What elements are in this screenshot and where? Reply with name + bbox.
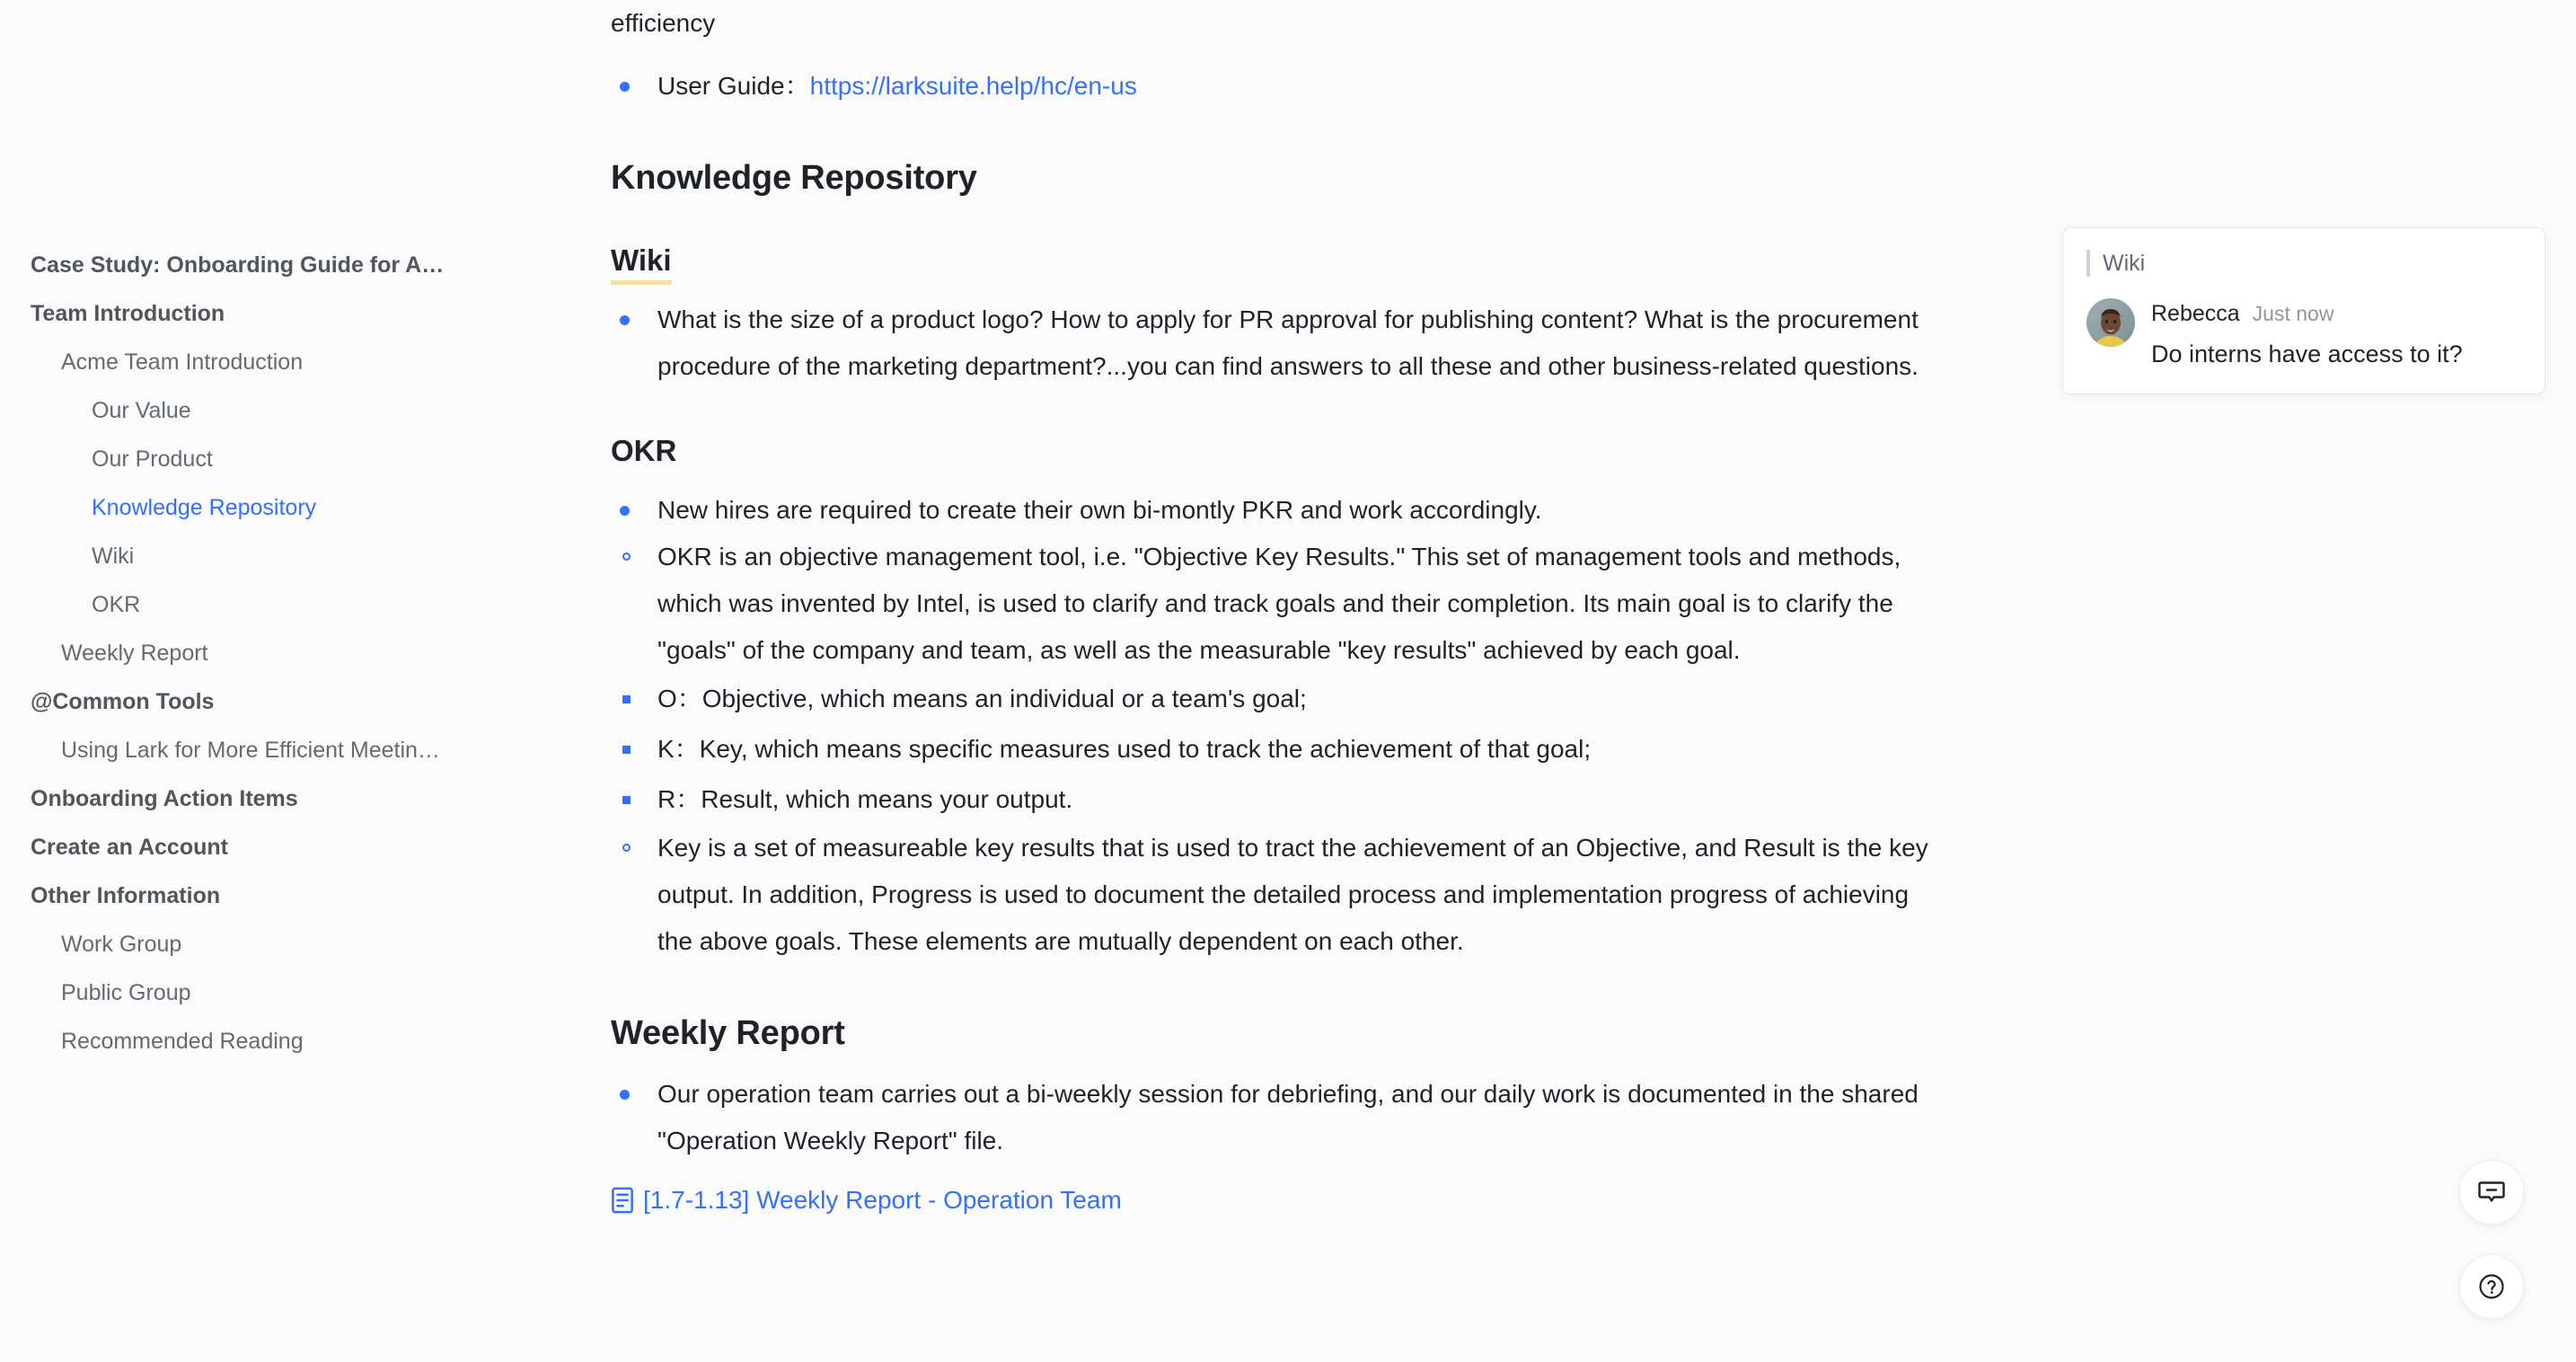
- outline-item-common-tools[interactable]: @Common Tools: [31, 689, 215, 714]
- comment-timestamp: Just now: [2252, 302, 2334, 325]
- heading-okr[interactable]: OKR: [611, 434, 677, 467]
- question-mark-circle-icon: [2476, 1271, 2507, 1302]
- outline-item-wiki[interactable]: Wiki: [92, 544, 135, 569]
- bullet-dot-icon: [620, 1090, 630, 1100]
- bullet-dot-icon: [620, 82, 630, 92]
- okr-list: [611, 487, 1940, 534]
- okr-sublist: [611, 534, 1940, 674]
- outline-item-other-information[interactable]: Other Information: [31, 883, 221, 908]
- okr-bullet-1-text: New hires are required to create their own bi-montly PKR and work accordingly.: [657, 496, 1542, 524]
- list-item: [611, 774, 1940, 825]
- outline-item-our-product[interactable]: Our Product: [92, 447, 213, 472]
- document-outline-sidebar: [0, 0, 575, 1362]
- list-item: [611, 534, 1940, 674]
- outline-item-okr[interactable]: OKR: [92, 592, 141, 617]
- outline-item-onboarding-action-items[interactable]: Onboarding Action Items: [31, 786, 298, 811]
- bullet-square-icon: [622, 746, 631, 754]
- list-item: [611, 63, 1940, 110]
- wiki-bullet-text: What is the size of a product logo? How to apply for PR approval for publishing content? What is the procurement procedure of the marketing department?...you can find answers to all these and other business-related questions.: [657, 305, 1919, 380]
- bullet-square-icon: [622, 796, 631, 804]
- list-item: [611, 825, 1940, 965]
- document-content-area: [575, 0, 2012, 1362]
- comment-row: [2086, 298, 2521, 370]
- outline-item-public-group[interactable]: Public Group: [61, 980, 191, 1005]
- wiki-list: [611, 296, 1940, 390]
- weekly-report-file-link[interactable]: [611, 1177, 1940, 1224]
- bullet-circle-icon: [622, 844, 631, 852]
- outline-item-list: [0, 241, 575, 1066]
- list-item: [611, 674, 1940, 724]
- user-guide-link[interactable]: https://larksuite.help/hc/en-us: [809, 72, 1137, 100]
- bullet-square-icon: [622, 695, 631, 703]
- list-item: [611, 724, 1940, 774]
- avatar-photo: [2086, 298, 2135, 347]
- outline-item-create-an-account[interactable]: Create an Account: [31, 835, 228, 860]
- page-title-knowledge-repository: Knowledge Repository: [611, 159, 977, 197]
- okr-definition-objective: O：Objective, which means an individual or a team's goal;: [657, 685, 1307, 712]
- user-guide-label: User Guide：: [657, 72, 810, 100]
- comment-meta: [2151, 300, 2521, 327]
- weekly-report-bullet-text: Our operation team carries out a bi-weekly session for debriefing, and our daily work is documented in the shared "Operation Weekly Report" file.: [657, 1080, 1919, 1154]
- outline-item-acme-team-introduction[interactable]: Acme Team Introduction: [61, 349, 304, 375]
- list-item: [611, 1071, 1940, 1164]
- okr-definition-result: R：Result, which means your output.: [657, 785, 1073, 813]
- okr-definitions-list: [611, 674, 1940, 825]
- comment-author: Rebecca: [2151, 301, 2240, 326]
- okr-sublist-2: [611, 825, 1940, 965]
- partial-paragraph-efficiency: efficiency: [611, 9, 716, 37]
- bullet-circle-icon: [622, 553, 631, 561]
- outline-item-case-study[interactable]: Case Study: Onboarding Guide for A…: [31, 252, 445, 278]
- comment-card[interactable]: [2062, 227, 2545, 394]
- okr-heading-wrapper: [611, 390, 1940, 471]
- list-item: [611, 487, 1940, 534]
- bullet-dot-icon: [620, 506, 630, 516]
- comment-minus-icon: [2476, 1177, 2507, 1207]
- comment-message: Do interns have access to it?: [2151, 340, 2463, 367]
- document-body: [611, 0, 1940, 1224]
- wiki-heading-wrapper: [611, 199, 1940, 280]
- outline-item-knowledge-repository[interactable]: Knowledge Repository: [92, 495, 317, 520]
- weekly-report-file-link-label: [1.7-1.13] Weekly Report - Operation Team: [643, 1186, 1122, 1214]
- okr-sub-1-text: OKR is an objective management tool, i.e. "Objective Key Results." This set of management tools and methods, which was invented by Intel, is used to clarify and track goals and their completion. Its main goal is to clarify the "goals" of the company and team, as well as the measurable "key results" achieved by each goal.: [657, 543, 1901, 664]
- comment-quoted-text: Wiki: [2086, 248, 2521, 279]
- bullet-dot-icon: [620, 315, 630, 325]
- user-guide-list: [611, 63, 1940, 110]
- outline-item-team-introduction[interactable]: Team Introduction: [31, 301, 225, 326]
- outline-item-weekly-report[interactable]: Weekly Report: [61, 641, 208, 666]
- okr-sub-2-text: Key is a set of measureable key results that is used to tract the achievement of an Objective, and Result is the key output. In addition, Progress is used to document the detailed process and implementation progress of achieving the above goals. These elements are mutually dependent on each other.: [657, 834, 1928, 955]
- document-file-icon: [611, 1187, 634, 1214]
- heading-weekly-report: Weekly Report: [611, 1014, 845, 1052]
- outline-item-work-group[interactable]: Work Group: [61, 932, 182, 957]
- outline-item-recommended-reading[interactable]: Recommended Reading: [61, 1029, 304, 1054]
- comment-toggle-button[interactable]: [2459, 1160, 2524, 1225]
- outline-item-our-value[interactable]: Our Value: [92, 398, 191, 423]
- help-button[interactable]: [2459, 1254, 2524, 1319]
- list-item: [611, 296, 1940, 390]
- avatar[interactable]: [2086, 298, 2135, 347]
- okr-definition-key: K：Key, which means specific measures used to track the achievement of that goal;: [657, 735, 1592, 763]
- comment-main: [2151, 298, 2521, 370]
- outline-item-using-lark-meetings[interactable]: Using Lark for More Efficient Meetin…: [61, 738, 440, 763]
- heading-wiki[interactable]: Wiki: [611, 241, 672, 280]
- weekly-report-list: [611, 1071, 1940, 1164]
